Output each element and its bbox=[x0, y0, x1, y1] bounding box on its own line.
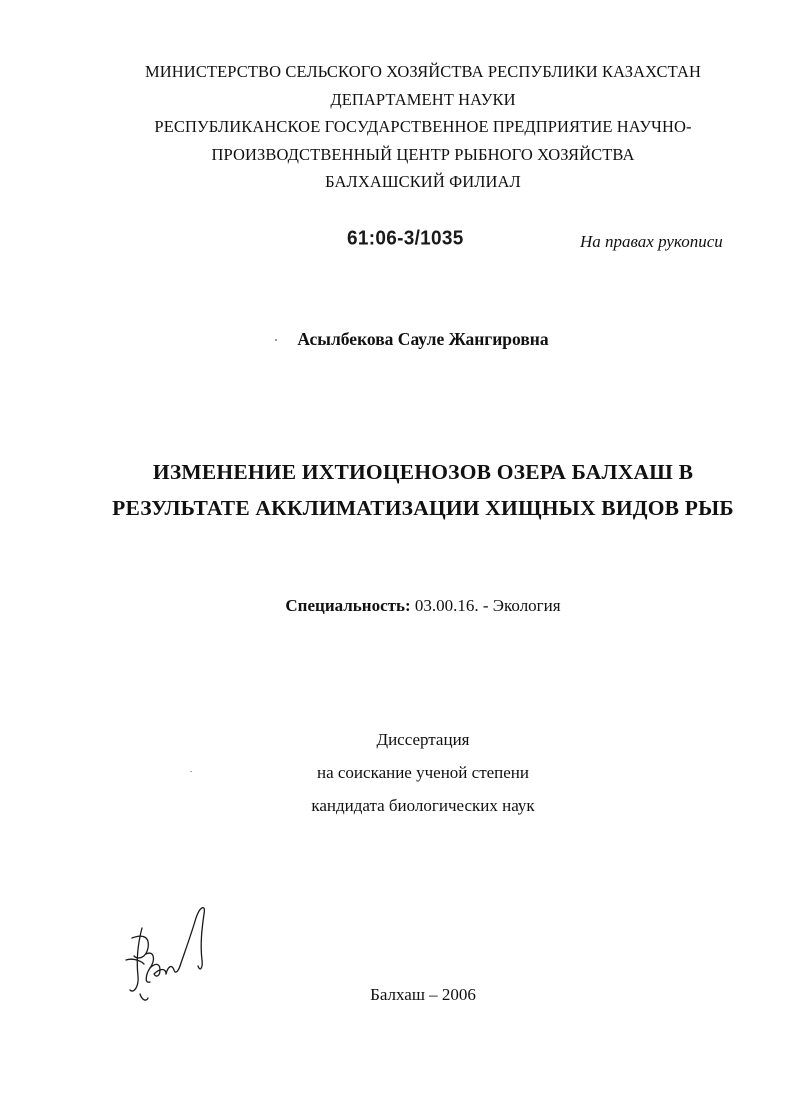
title-line-1: ИЗМЕНЕНИЕ ИХТИОЦЕНОЗОВ ОЗЕРА БАЛХАШ В bbox=[152, 460, 694, 484]
rights-note: На правах рукописи bbox=[580, 232, 723, 251]
header-line-branch: БАЛХАШСКИЙ ФИЛИАЛ bbox=[325, 172, 521, 191]
specialty-value: 03.00.16. - Экология bbox=[414, 596, 561, 615]
thesis-title bbox=[0, 454, 796, 526]
scan-speck-2 bbox=[190, 771, 192, 772]
dissertation-block bbox=[0, 723, 796, 822]
dissertation-line-1: Диссертация bbox=[376, 730, 470, 749]
header-line-center: ПРОИЗВОДСТВЕННЫЙ ЦЕНТР РЫБНОГО ХОЗЯЙСТВА bbox=[211, 144, 635, 164]
title-line-2: РЕЗУЛЬТАТЕ АККЛИМАТИЗАЦИИ ХИЩНЫХ ВИДОВ РЫБ bbox=[112, 496, 734, 520]
catalog-number: 61:06-3/1035 bbox=[347, 227, 464, 250]
header-line-department: ДЕПАРТАМЕНТ НАУКИ bbox=[330, 89, 516, 109]
author-name: Асылбекова Сауле Жангировна bbox=[297, 329, 549, 349]
institution-header bbox=[0, 58, 796, 196]
header-line-enterprise: РЕСПУБЛИКАНСКОЕ ГОСУДАРСТВЕННОЕ ПРЕДПРИЯТИЕ НАУЧНО- bbox=[154, 117, 692, 136]
dissertation-line-2: на соискание ученой степени bbox=[316, 763, 530, 782]
place-and-year: Балхаш – 2006 bbox=[370, 985, 476, 1004]
header-line-ministry: МИНИСТЕРСТВО СЕЛЬСКОГО ХОЗЯЙСТВА РЕСПУБЛИКИ КАЗАХСТАН bbox=[145, 62, 701, 81]
dissertation-line-3: кандидата биологических наук bbox=[311, 796, 535, 815]
specialty-label: Специальность: bbox=[285, 596, 411, 615]
specialty-line bbox=[0, 596, 796, 616]
